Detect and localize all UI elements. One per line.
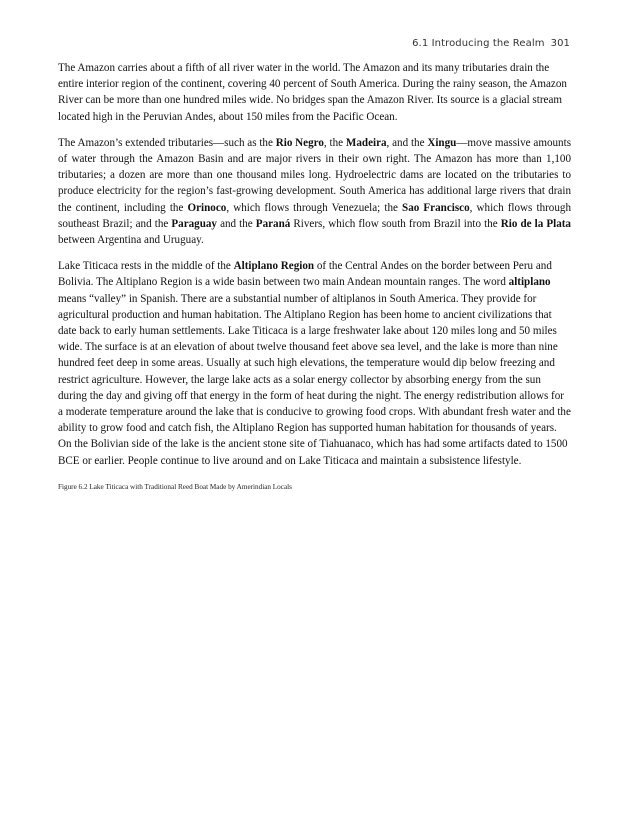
term-xingu: Xingu <box>427 136 457 149</box>
text-run: and the <box>216 217 256 230</box>
text-run: , the <box>323 136 346 149</box>
text-run: between Argentina and Uruguay. <box>58 234 204 247</box>
text-run: of the Central Andes on the border between Peru and Bolivia. The Altiplano Region is a wide basin between two main Andean mountain ranges. The word <box>58 260 552 289</box>
text-run: Rivers, which flow south from Brazil into the <box>290 217 501 230</box>
text-run: , which flows through Venezuela; the <box>226 201 403 214</box>
term-paraguay: Paraguay <box>171 217 217 230</box>
term-altiplano-region: Altiplano Region <box>233 260 315 273</box>
text-run: —move massive amounts of water through the Amazon Basin and are major rivers in their own right. The Amazon has more than 1,100 tributaries; a dozen are more than one thousand miles long. Hydroelectric dams are located on the tributaries to produce electricity for the region’s fast-growing development. South America has additional large rivers that drain the continent, including the <box>58 136 572 214</box>
text-run: means “valley” in Spanish. There are a substantial number of altiplanos in South America. They provide for agricultural production and human habitation. The Altiplano Region has been home to ancient civilizations that date back to early human settlements. Lake Titicaca is a large freshwater lake about 120 miles long and 50 miles wide. The surface is at an elevation of about twelve thousand feet above sea level, and the lake is more than nine hundred feet deep in some areas. Usually at such high elevations, the temperature would dip below freezing and restrict agriculture. However, the large lake acts as a solar energy collector by absorbing energy from the sun during the day and giving off that energy in the form of heat during the night. The energy redistribution allows for a moderate temperature around the lake that is conducive to growing food crops. With abundant fresh water and the ability to grow food and catch fish, the Altiplano Region has supported human habitation for thousands of years. On the Bolivian side of the lake is the ancient stone site of Tiahuanaco, which has had some artifacts dated to 1500 BCE or earlier. People continue to live around and on Lake Titicaca and maintain a subsistence lifestyle. <box>58 292 571 467</box>
term-rio-negro: Rio Negro <box>275 136 324 149</box>
text-run: The Amazon’s extended tributaries—such as the <box>58 136 276 149</box>
term-rio-de-la-plata: Rio de la Plata <box>500 217 571 230</box>
text-run: Lake Titicaca rests in the middle of the <box>58 260 234 273</box>
section-title: 6.1 Introducing the Realm <box>412 38 545 49</box>
term-parana: Paraná <box>255 217 291 230</box>
page-number: 301 <box>550 38 570 49</box>
paragraph-tributaries <box>58 135 571 248</box>
term-orinoco: Orinoco <box>187 201 227 214</box>
text-run: , and the <box>386 136 428 149</box>
term-madeira: Madeira <box>345 136 387 149</box>
paragraph-amazon: The Amazon carries about a fifth of all river water in the world. The Amazon and its many tributaries drain the entire interior region of the continent, covering 40 percent of South America. During the rainy season, the Amazon River can be more than one hundred miles wide. No bridges span the Amazon River. Its source is a glacial stream located high in the Peruvian Andes, about 150 miles from the Pacific Ocean. <box>58 62 567 123</box>
body-text <box>58 60 571 495</box>
term-altiplano: altiplano <box>508 276 551 289</box>
paragraph-lake-titicaca <box>58 258 571 469</box>
running-header <box>412 38 570 49</box>
figure-caption: Figure 6.2 Lake Titicaca with Traditional Reed Boat Made by Amerindian Locals <box>58 482 292 491</box>
term-sao-francisco: Sao Francisco <box>402 201 470 214</box>
text-run: , which flows through southeast Brazil; and the <box>58 201 571 230</box>
